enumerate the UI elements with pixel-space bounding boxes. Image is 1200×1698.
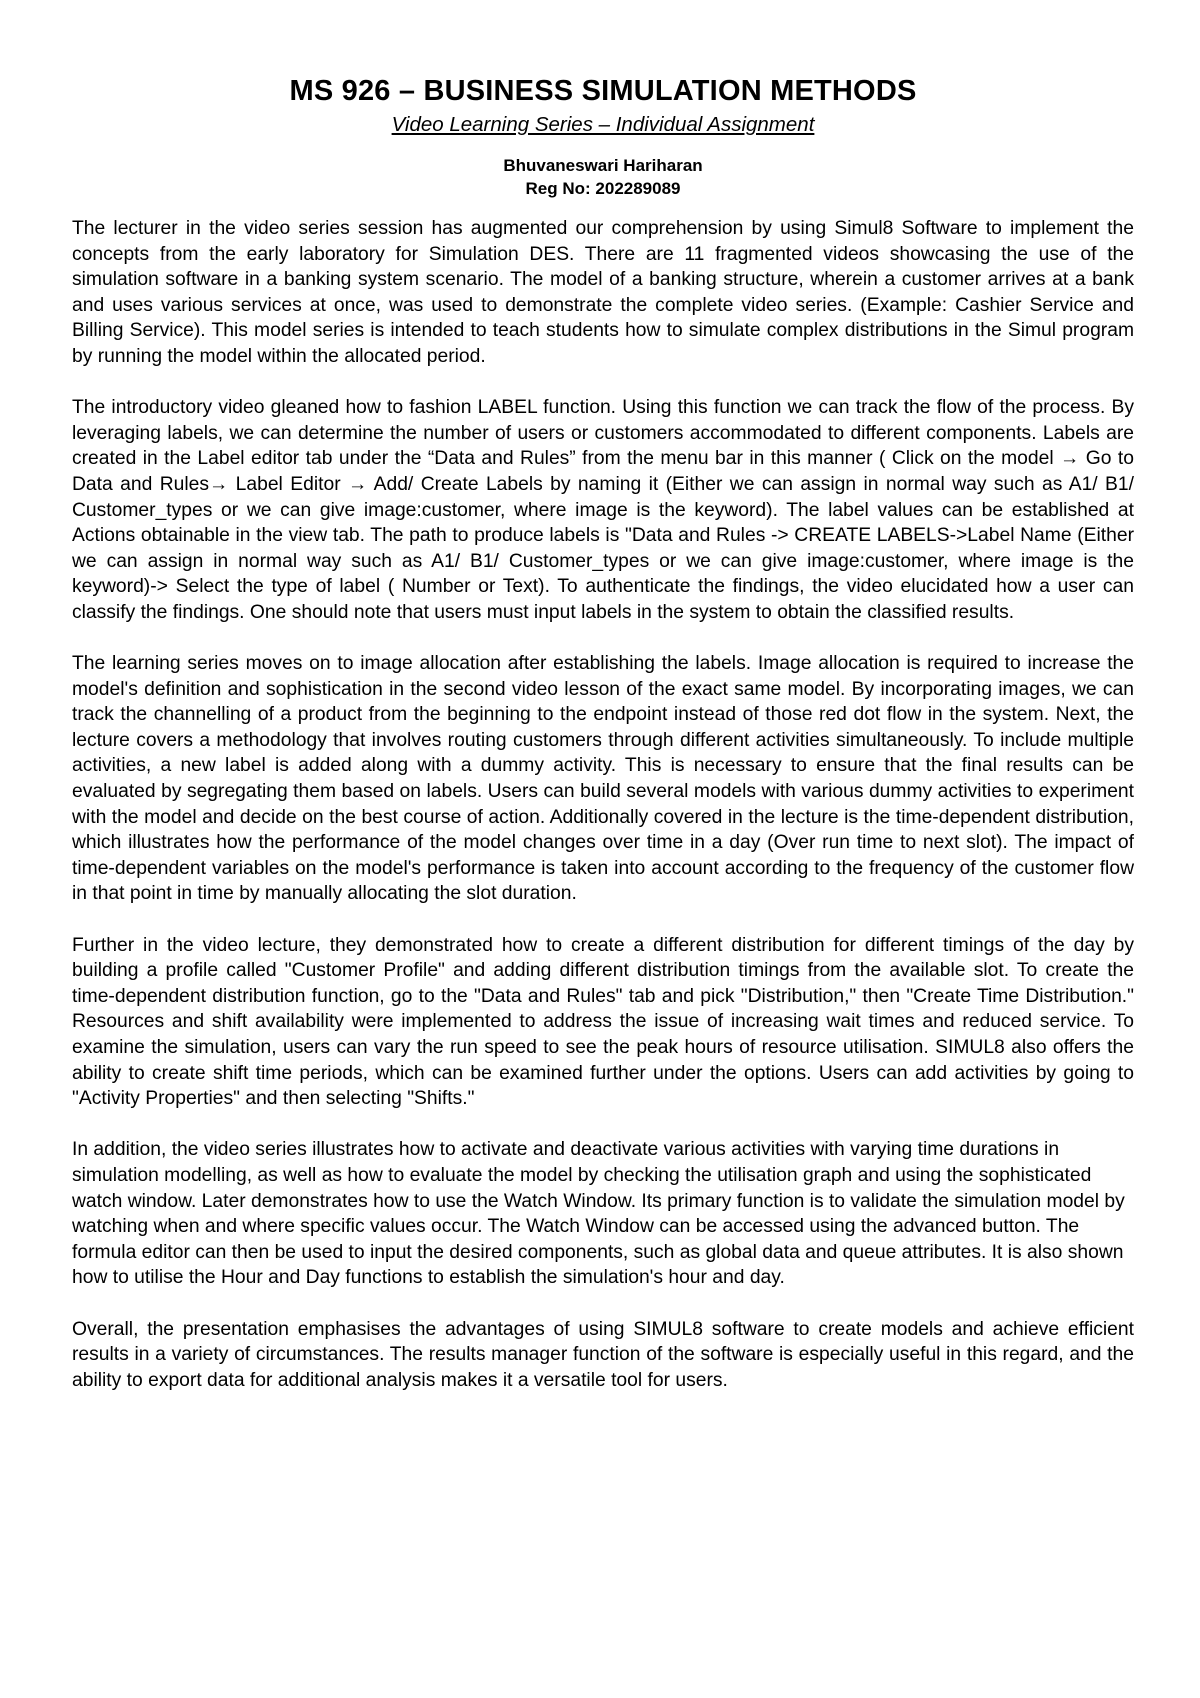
paragraph-watch-window: In addition, the video series illustrates how to activate and deactivate various activities with varying time durations in simulation modelling, as well as how to evaluate the model by checking the utilisation graph and using the sophisticated watch window. Later demonstrates how to use the Watch Window. Its primary function is to validate the simulation model by watching when and where specific values occur. The Watch Window can be accessed using the advanced button. The formula editor can then be used to input the desired components, such as global data and queue attributes. It is also shown how to utilise the Hour and Day functions to establish the simulation's hour and day. [72,1139,1125,1289]
document-subtitle: Video Learning Series – Individual Assignment [391,113,815,136]
reg-value: 202289089 [595,179,681,198]
paragraph-image-allocation: The learning series moves on to image allocation after establishing the labels. Image allocation is required to increase the model's definition and sophistication in the second video lesson of the exact same model. By incorporating images, we can track the channelling of a product from the beginning to the endpoint instead of those red dot flow in the system. Next, the lecture covers a methodology that involves routing customers through different activities simultaneously. To include multiple activities, a new label is added along with a dummy activity. This is necessary to ensure that the final results can be evaluated by segregating them based on labels. Users can build several models with various dummy activities to experiment with the model and decide on the best course of action. Additionally covered in the lecture is the time-dependent distribution, which illustrates how the performance of the model changes over time in a day (Over run time to next slot). The impact of time-dependent variables on the model's performance is taken into account according to the frequency of the customer flow in that point in time by manually allocating the slot duration. [72,653,1134,905]
author-name: Bhuvaneswari Hariharan [503,156,703,175]
paragraph-intro: The lecturer in the video series session has augmented our comprehension by using Simul8 Software to implement the concepts from the early laboratory for Simulation DES. There are 11 fragmented videos showcasing the use of the simulation software in a banking system scenario. The model of a banking structure, wherein a customer arrives at a bank and uses various services at once, was used to demonstrate the complete video series. (Example: Cashier Service and Billing Service). This model series is intended to teach students how to simulate complex distributions in the Simul program by running the model within the allocated period. [72,218,1134,367]
paragraph-conclusion: Overall, the presentation emphasises the advantages of using SIMUL8 software to create models and achieve efficient results in a variety of circumstances. The results manager function of the software is especially useful in this regard, and the ability to export data for additional analysis makes it a versatile tool for users. [72,1318,1134,1391]
document-page [72,64,1134,1393]
paragraph-distribution: Further in the video lecture, they demonstrated how to create a different distribution for different timings of the day by building a profile called "Customer Profile" and adding different distribution timings from the available slot. To create the time-dependent distribution function, go to the "Data and Rules" tab and pick "Distribution," then "Create Time Distribution." Resources and shift availability were implemented to address the issue of increasing wait times and reduced service. To examine the simulation, users can vary the run speed to see the peak hours of resource utilisation. SIMUL8 also offers the ability to create shift time periods, which can be examined further under the options. Users can add activities by going to "Activity Properties" and then selecting "Shifts." [72,934,1134,1110]
document-title: MS 926 – BUSINESS SIMULATION METHODS [289,75,917,107]
paragraph-labels: The introductory video gleaned how to fashion LABEL function. Using this function we can track the flow of the process. By leveraging labels, we can determine the number of users or customers accommodated to different components. Labels are created in the Label editor tab under the “Data and Rules” from the menu bar in this manner ( Click on the model → Go to Data and Rules→ Label Editor → Add/ Create Labels by naming it (Either we can assign in normal way such as A1/ B1/ Customer_types or we can give image:customer, where image is the keyword). The label values can be established at Actions obtainable in the view tab. The path to produce labels is "Data and Rules -> CREATE LABELS->Label Name (Either we can assign in normal way such as A1/ B1/ Customer_types or we can give image:customer, where image is the keyword)-> Select the type of label ( Number or Text). To authenticate the findings, the video elucidated how a user can classify the findings. One should note that users must input labels in the system to obtain the classified results. [72,397,1134,623]
reg-label: Reg No: [525,179,591,198]
registration-number [72,177,1134,200]
